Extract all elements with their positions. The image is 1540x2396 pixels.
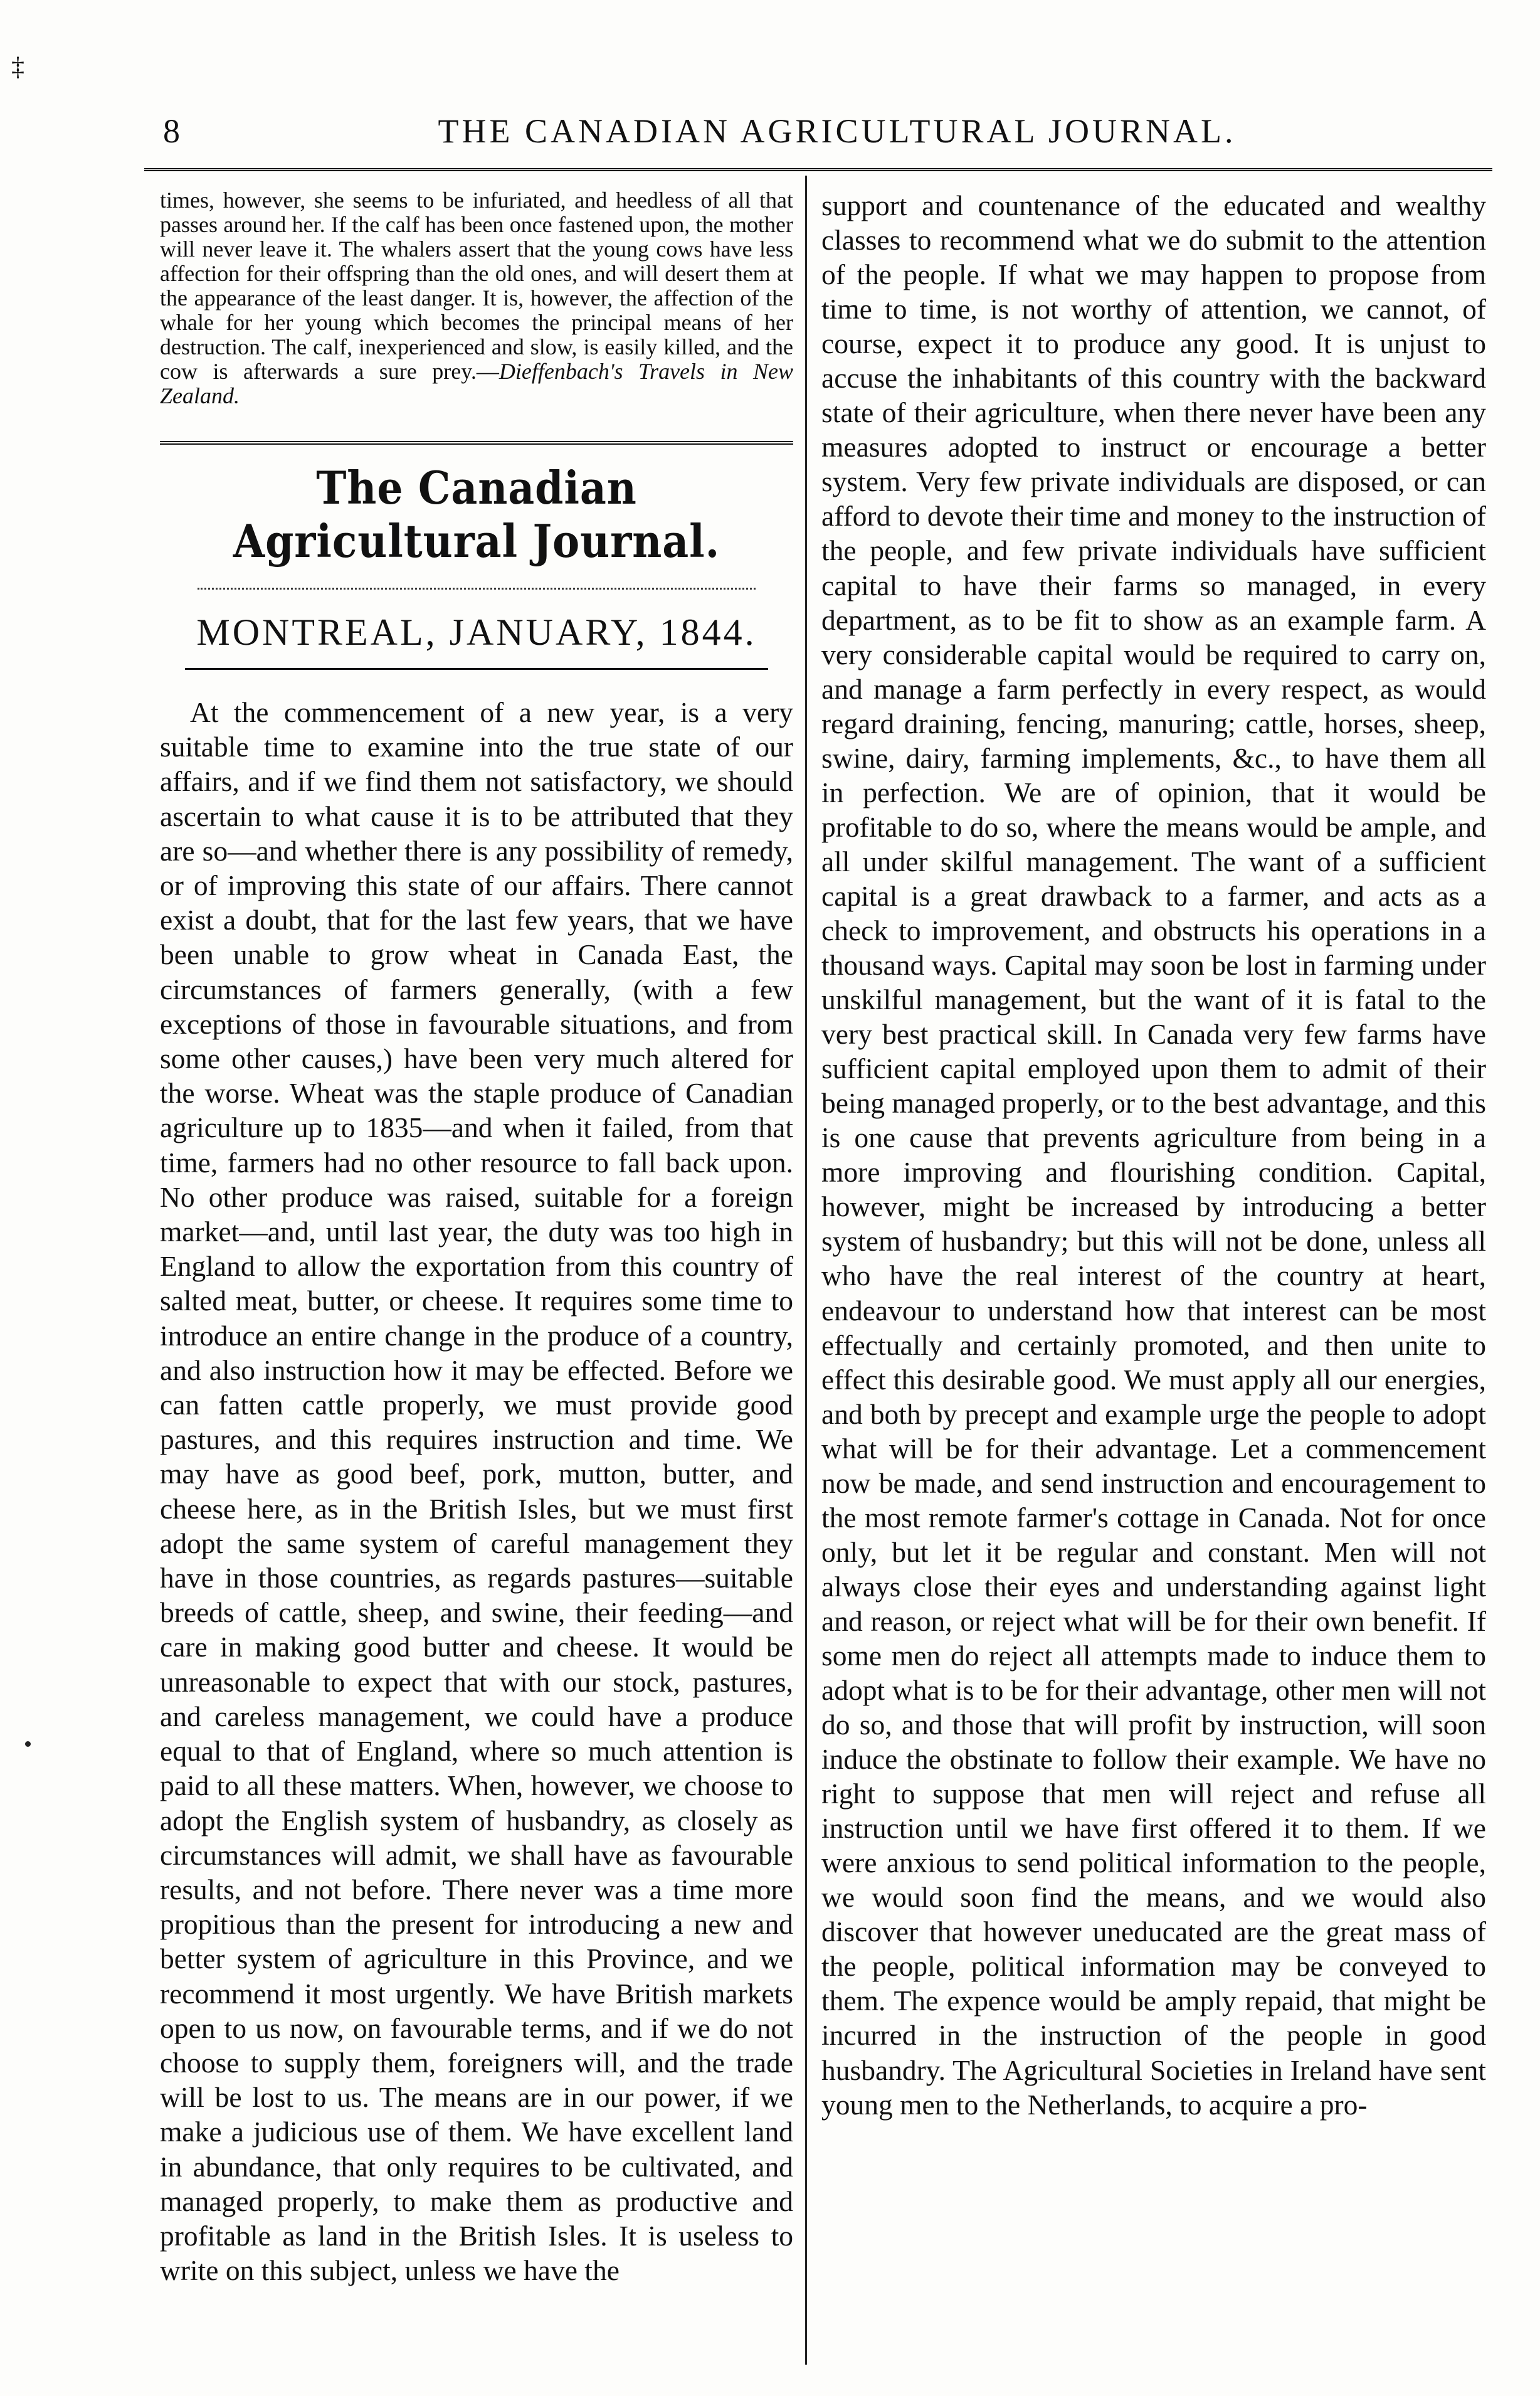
running-head bbox=[163, 112, 1511, 162]
stray-print-mark: ‡ bbox=[11, 53, 24, 82]
left-column bbox=[160, 188, 793, 2287]
quoted-citation: Dieffenbach's Travels in New Zealand. bbox=[160, 359, 793, 408]
article-body-start: At the commencement of a new year, is a very suitable time to examine into the true state of our affairs, and if we find them not satisfactory, we should ascertain to what cause it is to be attributed that they are so—and whether there is any possibility of remedy, or of improving this state of our affairs. There cannot exist a doubt, that for the last few years, that we have been unable to grow wheat in Canada East, the circumstances of farmers generally, (with a few exceptions of those in favourable situations, and from some other causes,) have been very much altered for the worse. Wheat was the staple produce of Canadian agriculture up to 1835—and when it failed, from that time, farmers had no other resource to fall back upon. No other produce was raised, suitable for a foreign market—and, until last year, the duty was too high in England to allow the exportation from this country of salted meat, butter, or cheese. It requires some time to introduce an entire change in the produce of a country, and also instruction how it may be effected. Before we can fatten cattle properly, we must provide good pastures, and this requires instruction and time. We may have as good beef, pork, mutton, butter, and cheese here, as in the British Isles, but we must first adopt the same system of careful management they have in those countries, as regards pastures—suitable breeds of cattle, sheep, and swine, their feeding—and care in making good butter and cheese. It would be unreasonable to expect that with our stock, pastures, and careless management, we could have a produce equal to that of England, where so much attention is paid to all these matters. When, however, we choose to adopt the English system of husbandry, as closely as circumstances will admit, we shall have as favourable results, and not before. There never was a time more propitious than the present for introducing a new and better system of agriculture in this Province, and we recommend it most urgently. We have British markets open to us now, on favourable terms, and if we do not choose to supply them, foreigners will, and the trade will be lost to us. The means are in our power, if we make a judicious use of them. We have excellent land in abundance, that only requires to be cultivated, and managed properly, to make them as productive and profitable as land in the British Isles. It is useless to write on this subject, unless we have the bbox=[160, 696, 793, 2287]
header-rule bbox=[144, 168, 1492, 171]
stray-dot bbox=[25, 1741, 31, 1747]
dateline: MONTREAL, JANUARY, 1844. bbox=[196, 612, 757, 653]
page-number: 8 bbox=[163, 112, 180, 150]
masthead: The Canadian Agricultural Journal. bbox=[233, 461, 720, 568]
column-divider bbox=[805, 176, 807, 2365]
dateline-rule bbox=[185, 668, 768, 670]
masthead-rule bbox=[160, 441, 793, 445]
quoted-text: times, however, she seems to be infuriated, and heedless of all that passes around her. If the calf has been once fastened upon, the mother will never leave it. The whalers assert that the young cows have less affection for their offspring than the old ones, and will desert them at the appearance of the least danger. It is, however, the affection of the whale for her young which becomes the principal means of her destruction. The calf, inexperienced and slow, is easily killed, and the cow is afterwards a sure prey.— bbox=[160, 188, 793, 384]
article-body-continued: support and countenance of the educated and wealthy classes to recommend what we do submit to the attention of the people. If what we may happen to propose from time to time, is not worthy of attention, we cannot, of course, expect it to produce any good. It is unjust to accuse the inhabitants of this country with the backward state of their agriculture, when there never have been any measures adopted to instruct or encourage a better system. Very few private individuals are disposed, or can afford to devote their time and money to the instruction of the people, and few private individuals have sufficient capital to have their farms so managed, in every department, as to be fit to show as an example farm. A very considerable capital would be required to carry on, and manage a farm perfectly in every respect, as would regard draining, fencing, manuring; cattle, horses, sheep, swine, dairy, farming implements, &c., to have them all in perfection. We are of opinion, that it would be profitable to do so, where the means would be ample, and all under skilful management. The want of a sufficient capital is a great drawback to a farmer, and acts as a check to improvement, and obstructs his operations in a thousand ways. Capital may soon be lost in farming under unskilful management, but the want of it is fatal to the very best practical skill. In Canada very few farms have sufficient capital employed upon them to admit of their being managed properly, or to the best advantage, and this is one cause that prevents agriculture from being in a more improving and flourishing condition. Capital, however, might be increased by introducing a better system of husbandry; but this will not be done, unless all who have the real interest of the country at heart, endeavour to understand how that interest can be most effectually and certainly promoted, and then unite to effect this desirable good. We must apply all our energies, and both by precept and example urge the people to adopt what will be for their advantage. Let a commencement now be made, and send instruction and encouragement to the most remote farmer's cottage in Canada. Not for once only, but let it be regular and constant. Men will not always close their eyes and understanding against light and reason, or reject what will be for their own benefit. If some men do reject all attempts made to induce them to adopt what is to be for their advantage, other men will not do so, and those that will profit by instruction, will soon induce the obstinate to follow their example. We have no right to suppose that men will reject and refuse all instruction until we have first offered it to them. If we were anxious to send political information to the people, we would soon find the means, and we would also discover that however uneducated are the great mass of the people, political information may be conveyed to them. The expence would be amply repaid, that might be incurred in the instruction of the people in good husbandry. The Agricultural Societies in Ireland have sent young men to the Netherlands, to acquire a pro- bbox=[821, 189, 1486, 2121]
journal-title: THE CANADIAN AGRICULTURAL JOURNAL. bbox=[438, 112, 1237, 150]
ornamental-rule bbox=[198, 579, 756, 590]
right-column bbox=[821, 188, 1486, 2122]
quoted-excerpt bbox=[160, 188, 793, 408]
